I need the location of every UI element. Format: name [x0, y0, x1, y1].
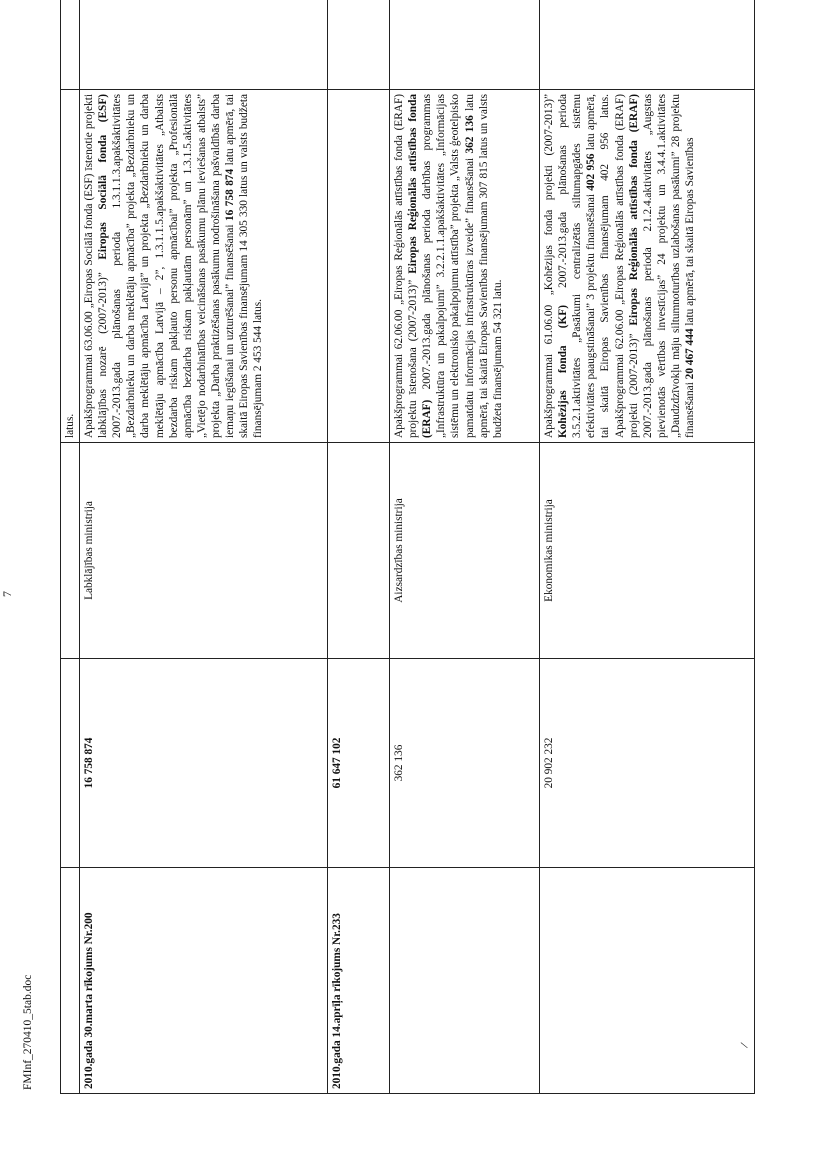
description-bold: 20 467 444 [684, 328, 697, 380]
order-date-cell [328, 868, 390, 1094]
table-cell [540, 868, 755, 1094]
table-cell [390, 0, 540, 90]
description-bold: Eiropas Reģionālās attīstības fonda (ERAF) [627, 94, 640, 326]
description-text: 2007.-2013.gada plānošanas perioda 1.3.1.1.3.apakšaktivitātes „Bezdarbnieku un darba meklētāju apmācība” projekta „Bezdarbnieku un darba meklētāju apmācība Latvijā” un projekta „Bezdarbnieku un darba meklētāju apmācība Latvijā – 2”, 1.3.1.1.5.apakšaktivitātes „Atbalsts bezdarba riskam pakļauto personu apmācībai” projekta „Profesionālā apmācība bezdarba riskam pakļautām personām” un 1.3.1.5.aktivitātes „Vietējo nodarbinātības veicināšanas pasākumu plānu ieviešanas atbalsts” projekta „Darba praktizēšanas pasākumu nodrošināšana pašvaldībās darba iemaņu iegūšanai un uzturēšanai” finansēšanai [111, 94, 237, 438]
table-cell [61, 0, 80, 90]
allocation-table [60, 0, 755, 1094]
description-bold: Eiropas Reģionālās attīstības fonda (ERAF) [407, 93, 434, 438]
ministry-cell [80, 443, 328, 659]
ministry-name: Ekonomikas ministrija [543, 499, 556, 602]
table-cell [61, 90, 80, 443]
amount: 20 902 232 [543, 737, 556, 789]
table-row [390, 0, 540, 1094]
description-bold: 16 758 874 [224, 168, 237, 221]
ministry-name: Labklājības ministrija [83, 501, 96, 600]
description-cell [80, 90, 328, 443]
description-text: Apakšprogrammai 62.06.00 „Eiropas Reģionālās attīstības fonda (ERAF) projektu īstenošana (2007-2013)” [393, 94, 420, 438]
ministry-name: Aizsardzības ministrija [393, 498, 406, 603]
description-cell [390, 90, 540, 443]
table-row [80, 0, 328, 1094]
description-text: 2007.-2013.gada plānošanas perioda 2.1.2.4.aktivitātes „Augstas pievienotās vērtības investīcijas” 24 projektu un 3.4.4.1.aktivitātes „Daudzdzīvokļu māju siltumnoturības uzlabošanas pasākumi” 28 projektu finansēšanai [641, 94, 697, 438]
table-cell [61, 868, 80, 1094]
page-number: 7 [0, 591, 14, 597]
table-row [540, 0, 755, 1094]
table-row [328, 0, 390, 1094]
description-text: latu apmērā, tai skaitā Eiropas Savienības finansējumam 307 815 latus un valsts budžeta finansējumam 54 321 latu. [463, 93, 504, 438]
table-cell [328, 443, 390, 659]
order-date: 2010.gada 30.marta rīkojums Nr.200 [83, 912, 96, 1089]
description-text: 2007.-2013.gada plānošanas perioda darbības programmas „Infrastruktūra un pakalpojumi” 3.2.2.1.1.apakšaktivitātes „Informācijas sistēmu un elektronisko pakalpojumu attīstība” projekta „Valsts ģeotelpisko pamatdatu informācijas infrastruktūras izveide” finansēšanai [421, 94, 476, 438]
amount-cell [328, 659, 390, 868]
table-cell [328, 90, 390, 443]
description-cell [540, 90, 755, 443]
table-cell [61, 443, 80, 659]
amount: 61 647 102 [331, 737, 344, 789]
amount-cell [540, 659, 755, 868]
margin-mark: / [736, 1041, 752, 1050]
table-cell [390, 868, 540, 1094]
description-text: Apakšprogrammai 61.06.00 „Kohēzijas fonda projekti (2007-2013)” [543, 94, 556, 438]
ministry-cell [540, 443, 755, 659]
description-bold: Eiropas Sociālā fonda (ESF) [97, 94, 110, 260]
description-bold: 362 136 [463, 115, 476, 154]
amount: 16 758 874 [83, 737, 96, 789]
amount-cell [390, 659, 540, 868]
description-text: latu apmērā, tai skaitā Eiropas Savienības [684, 137, 697, 329]
continuation-text: latus. [64, 413, 76, 438]
description-text: latu apmērā, tai skaitā Eiropas Savienības finansējumam 402 956 latus. Apakšprogrammai 62.06.00 „Eiropas Reģionālās attīstības fonda (ERAF) projekti (2007-2013)” [585, 94, 640, 438]
footer-filename: FMInf_270410_5tab.doc [22, 974, 34, 1090]
description-text: 2007.-2013.gada plānošanas perioda 3.5.2.1.aktivitātes „Pasākumi centralizētās siltumapgādes sistēmu efektivitātes paaugstināšanai” 3 projektu finansēšanai [557, 94, 598, 438]
order-date: 2010.gada 14.aprīļa rīkojums Nr.233 [331, 913, 344, 1089]
description-text: latu apmērā, tai skaitā Eiropas Savienības finansējumam 14 305 330 latus un valsts budžeta finansējumam 2 453 544 latus. [224, 94, 265, 438]
description-bold: Kohēzijas fonda (KF) [557, 305, 570, 438]
description-text: Apakšprogrammai 63.06.00 „Eiropas Sociālā fonda (ESF) īstenotie projekti labklājības nozarē (2007-2013)” [83, 94, 110, 438]
description-bold: 402 956 [585, 153, 598, 191]
table-cell [61, 659, 80, 868]
table-row [61, 0, 80, 1094]
amount: 362 136 [393, 744, 406, 782]
order-date-cell [80, 868, 328, 1094]
amount-cell [80, 659, 328, 868]
table-cell [80, 0, 328, 90]
table-cell [540, 0, 755, 90]
table-cell [328, 0, 390, 90]
ministry-cell [390, 443, 540, 659]
